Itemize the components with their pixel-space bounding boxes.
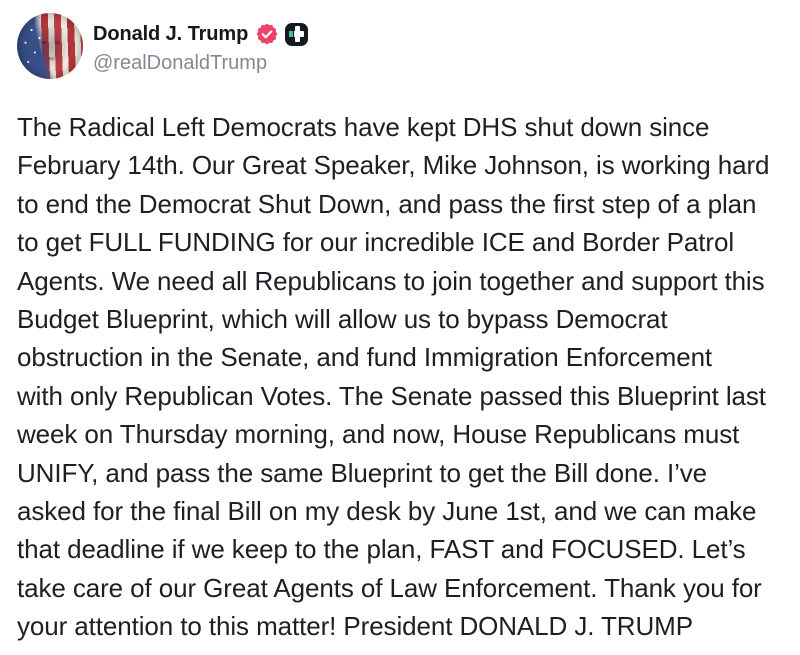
name-row	[93, 22, 308, 46]
display-name[interactable]: Donald J. Trump	[93, 23, 249, 45]
truth-badge-plus-vertical	[295, 26, 301, 42]
post-text-line: week on Thursday morning, and now, House Republicans must	[17, 419, 740, 450]
post-text-line: that deadline if we keep to the plan, FAST and FOCUSED. Let’s	[17, 534, 746, 565]
post-text-line: Agents. We need all Republicans to join together and support this	[17, 265, 765, 296]
post-text-line: UNIFY, and pass the same Blueprint to get the Bill done. I’ve	[17, 457, 708, 488]
avatar[interactable]	[17, 13, 83, 79]
post-text-line: your attention to this matter! President DONALD J. TRUMP	[17, 611, 693, 642]
post-text-line: February 14th. Our Great Speaker, Mike Johnson, is working hard	[17, 150, 770, 181]
post-text-line: asked for the final Bill on my desk by June 1st, and we can make	[17, 496, 757, 527]
truth-badge-accent-square	[289, 31, 294, 37]
truth-social-badge-icon	[285, 23, 308, 46]
header-text	[93, 13, 308, 75]
verified-badge-icon	[256, 23, 278, 45]
post-text-line: obstruction in the Senate, and fund Immigration Enforcement	[17, 342, 713, 373]
user-handle[interactable]: @realDonaldTrump	[93, 52, 268, 74]
post-header	[17, 13, 308, 79]
post-text-line: to get FULL FUNDING for our incredible ICE and Border Patrol	[17, 227, 734, 258]
post-text-line: with only Republican Votes. The Senate passed this Blueprint last	[17, 380, 766, 411]
post-text-line: Budget Blueprint, which will allow us to bypass Democrat	[17, 304, 668, 335]
post-text-line: The Radical Left Democrats have kept DHS shut down since	[17, 112, 710, 142]
post-text-line: take care of our Great Agents of Law Enforcement. Thank you for	[17, 572, 762, 603]
post-text-line: to end the Democrat Shut Down, and pass the first step of a plan	[17, 188, 757, 219]
post-body	[17, 108, 797, 646]
